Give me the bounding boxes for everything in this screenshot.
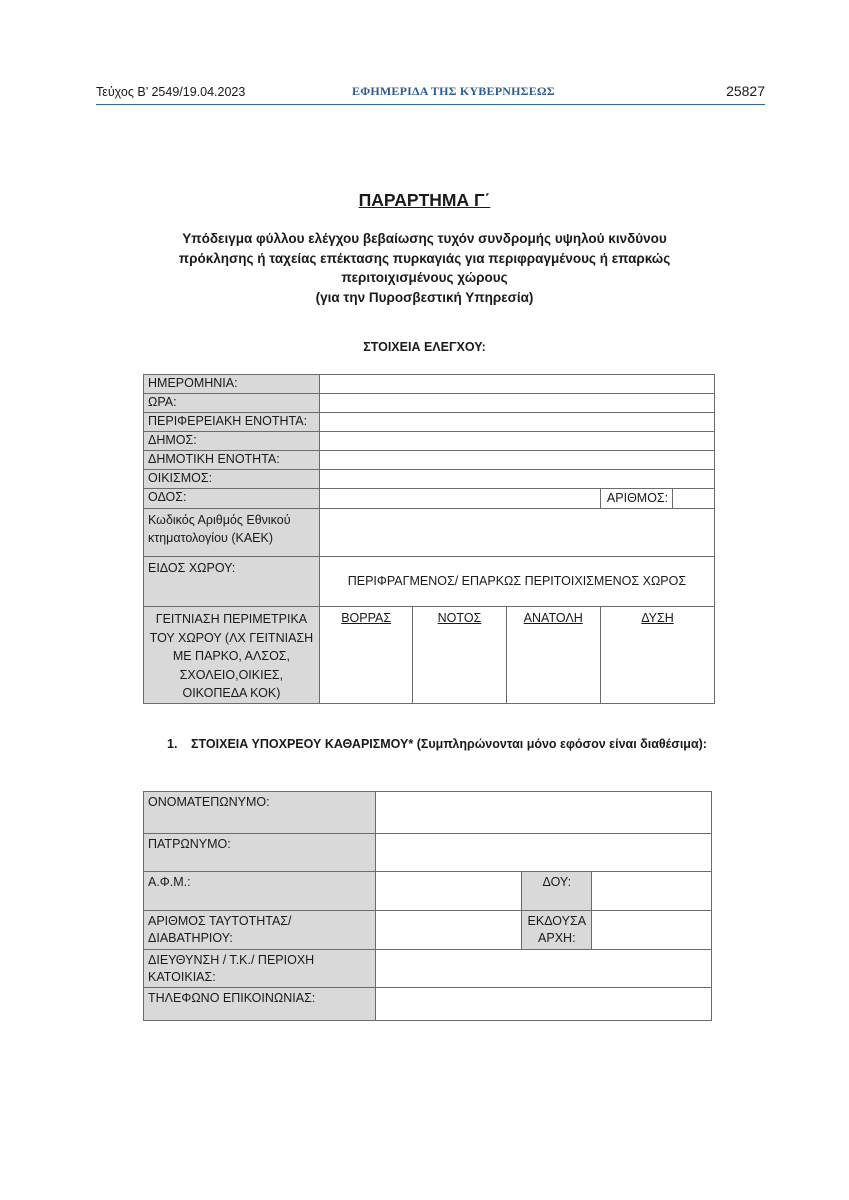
settlement-field[interactable] — [319, 470, 714, 489]
issuing-authority-label — [522, 911, 592, 950]
space-type-label: ΕΙΔΟΣ ΧΩΡΟΥ: — [144, 557, 320, 607]
municipal-unit-field[interactable] — [319, 451, 714, 470]
street-field[interactable] — [319, 489, 600, 509]
annex-title: ΠΑΡΑΡΤΗΜΑ Γ΄ — [358, 190, 491, 210]
subtitle-line: περιτοιχισμένους χώρους — [341, 270, 508, 285]
street-label: ΟΔΟΣ: — [144, 489, 320, 509]
obligor-heading-text: ΣΤΟΙΧΕΙΑ ΥΠΟΧΡΕΟΥ ΚΑΘΑΡΙΣΜΟΥ* (Συμπληρώνονται μόνο εφόσον είναι διαθέσιμα): — [191, 737, 707, 751]
direction-label: ΑΝΑΤΟΛΗ — [523, 611, 583, 625]
issuing-authority-line: ΕΚΔΟΥΣΑ — [527, 914, 587, 928]
section-number: 1. — [167, 737, 178, 751]
number-field[interactable] — [673, 489, 715, 509]
settlement-label: ΟΙΚΙΣΜΟΣ: — [144, 470, 320, 489]
direction-west[interactable] — [600, 607, 714, 704]
page-number: 25827 — [726, 83, 765, 99]
space-type-value: ΠΕΡΙΦΡΑΓΜΕΝΟΣ/ ΕΠΑΡΚΩΣ ΠΕΡΙΤΟΙΧΙΣΜΕΝΟΣ ΧΩΡΟΣ — [319, 557, 714, 607]
address-label-line: ΔΙΕΥΘΥΝΣΗ / Τ.Κ./ ΠΕΡΙΟΧΗ — [148, 953, 315, 967]
address-label-line: ΚΑΤΟΙΚΙΑΣ: — [148, 970, 216, 984]
annex-subtitle — [150, 229, 699, 307]
direction-label: ΒΟΡΡΑΣ — [341, 611, 392, 625]
direction-east[interactable] — [506, 607, 600, 704]
obligor-table — [143, 791, 712, 1021]
subtitle-line: (για την Πυροσβεστική Υπηρεσία) — [315, 289, 534, 305]
issue-reference: Τεύχος Β’ 2549/19.04.2023 — [96, 85, 246, 99]
doy-field[interactable] — [592, 872, 712, 911]
full-name-label: ΟΝΟΜΑΤΕΠΩΝΥΜΟ: — [144, 792, 376, 834]
issuing-authority-field[interactable] — [592, 911, 712, 950]
number-label: ΑΡΙΘΜΟΣ: — [600, 489, 672, 509]
father-name-field[interactable] — [375, 834, 711, 872]
id-field[interactable] — [375, 911, 522, 950]
full-name-field[interactable] — [375, 792, 711, 834]
neighborhood-label-line: ΣΧΟΛΕΙΟ,ΟΙΚΙΕΣ, — [179, 667, 284, 682]
time-label: ΩΡΑ: — [144, 394, 320, 413]
kaek-label-line: κτηματολογίου (ΚΑΕΚ) — [148, 531, 274, 545]
address-label — [144, 950, 376, 988]
id-label-line: ΔΙΑΒΑΤΗΡΙΟΥ: — [148, 931, 233, 945]
direction-north[interactable] — [319, 607, 413, 704]
neighborhood-label-line: ΤΟΥ ΧΩΡΟΥ (ΛΧ ΓΕΙΤΝΙΑΣΗ — [149, 630, 314, 645]
time-field[interactable] — [319, 394, 714, 413]
kaek-field[interactable] — [319, 509, 714, 557]
gazette-name: ΕΦΗΜΕΡΙΔΑ ΤΗΣ ΚΥΒΕΡΝΗΣΕΩΣ — [352, 84, 555, 98]
date-label: ΗΜΕΡΟΜΗΝΙΑ: — [144, 375, 320, 394]
section-title: ΣΤΟΙΧΕΙΑ ΕΛΕΓΧΟΥ: — [363, 340, 486, 354]
doy-label: ΔΟΥ: — [522, 872, 592, 911]
regional-unit-field[interactable] — [319, 413, 714, 432]
date-field[interactable] — [319, 375, 714, 394]
neighborhood-label-line: ΜΕ ΠΑΡΚΟ, ΑΛΣΟΣ, — [172, 649, 291, 663]
address-field[interactable] — [375, 950, 711, 988]
afm-field[interactable] — [375, 872, 522, 911]
neighborhood-label — [144, 607, 320, 704]
phone-field[interactable] — [375, 988, 711, 1021]
page-header — [96, 84, 765, 105]
kaek-label — [144, 509, 320, 557]
regional-unit-label: ΠΕΡΙΦΕΡΕΙΑΚΗ ΕΝΟΤΗΤΑ: — [144, 413, 320, 432]
afm-label: Α.Φ.Μ.: — [144, 872, 376, 911]
neighborhood-label-line: ΟΙΚΟΠΕΔΑ ΚΟΚ) — [182, 686, 281, 700]
id-label — [144, 911, 376, 950]
subtitle-line: πρόκλησης ή ταχείας επέκτασης πυρκαγιάς για περιφραγμένους ή επαρκώς — [178, 250, 671, 266]
neighborhood-label-line: ΓΕΙΤΝΙΑΣΗ ΠΕΡΙΜΕΤΡΙΚΑ — [155, 612, 308, 626]
direction-label: ΔΥΣΗ — [641, 611, 674, 625]
direction-label: ΝΟΤΟΣ — [437, 611, 482, 625]
issuing-authority-line: ΑΡΧΗ: — [538, 931, 576, 945]
control-table — [143, 374, 715, 704]
phone-label: ΤΗΛΕΦΩΝΟ ΕΠΙΚΟΙΝΩΝΙΑΣ: — [144, 988, 376, 1021]
direction-south[interactable] — [413, 607, 506, 704]
obligor-heading — [167, 734, 713, 754]
id-label-line: ΑΡΙΘΜΟΣ ΤΑΥΤΟΤΗΤΑΣ/ — [148, 914, 292, 928]
kaek-label-line: Κωδικός Αριθμός Εθνικού — [148, 513, 291, 527]
municipal-unit-label: ΔΗΜΟΤΙΚΗ ΕΝΟΤΗΤΑ: — [144, 451, 320, 470]
father-name-label: ΠΑΤΡΩΝΥΜΟ: — [144, 834, 376, 872]
municipality-field[interactable] — [319, 432, 714, 451]
subtitle-line: Υπόδειγμα φύλλου ελέγχου βεβαίωσης τυχόν συνδρομής υψηλού κινδύνου — [182, 231, 667, 246]
municipality-label: ΔΗΜΟΣ: — [144, 432, 320, 451]
